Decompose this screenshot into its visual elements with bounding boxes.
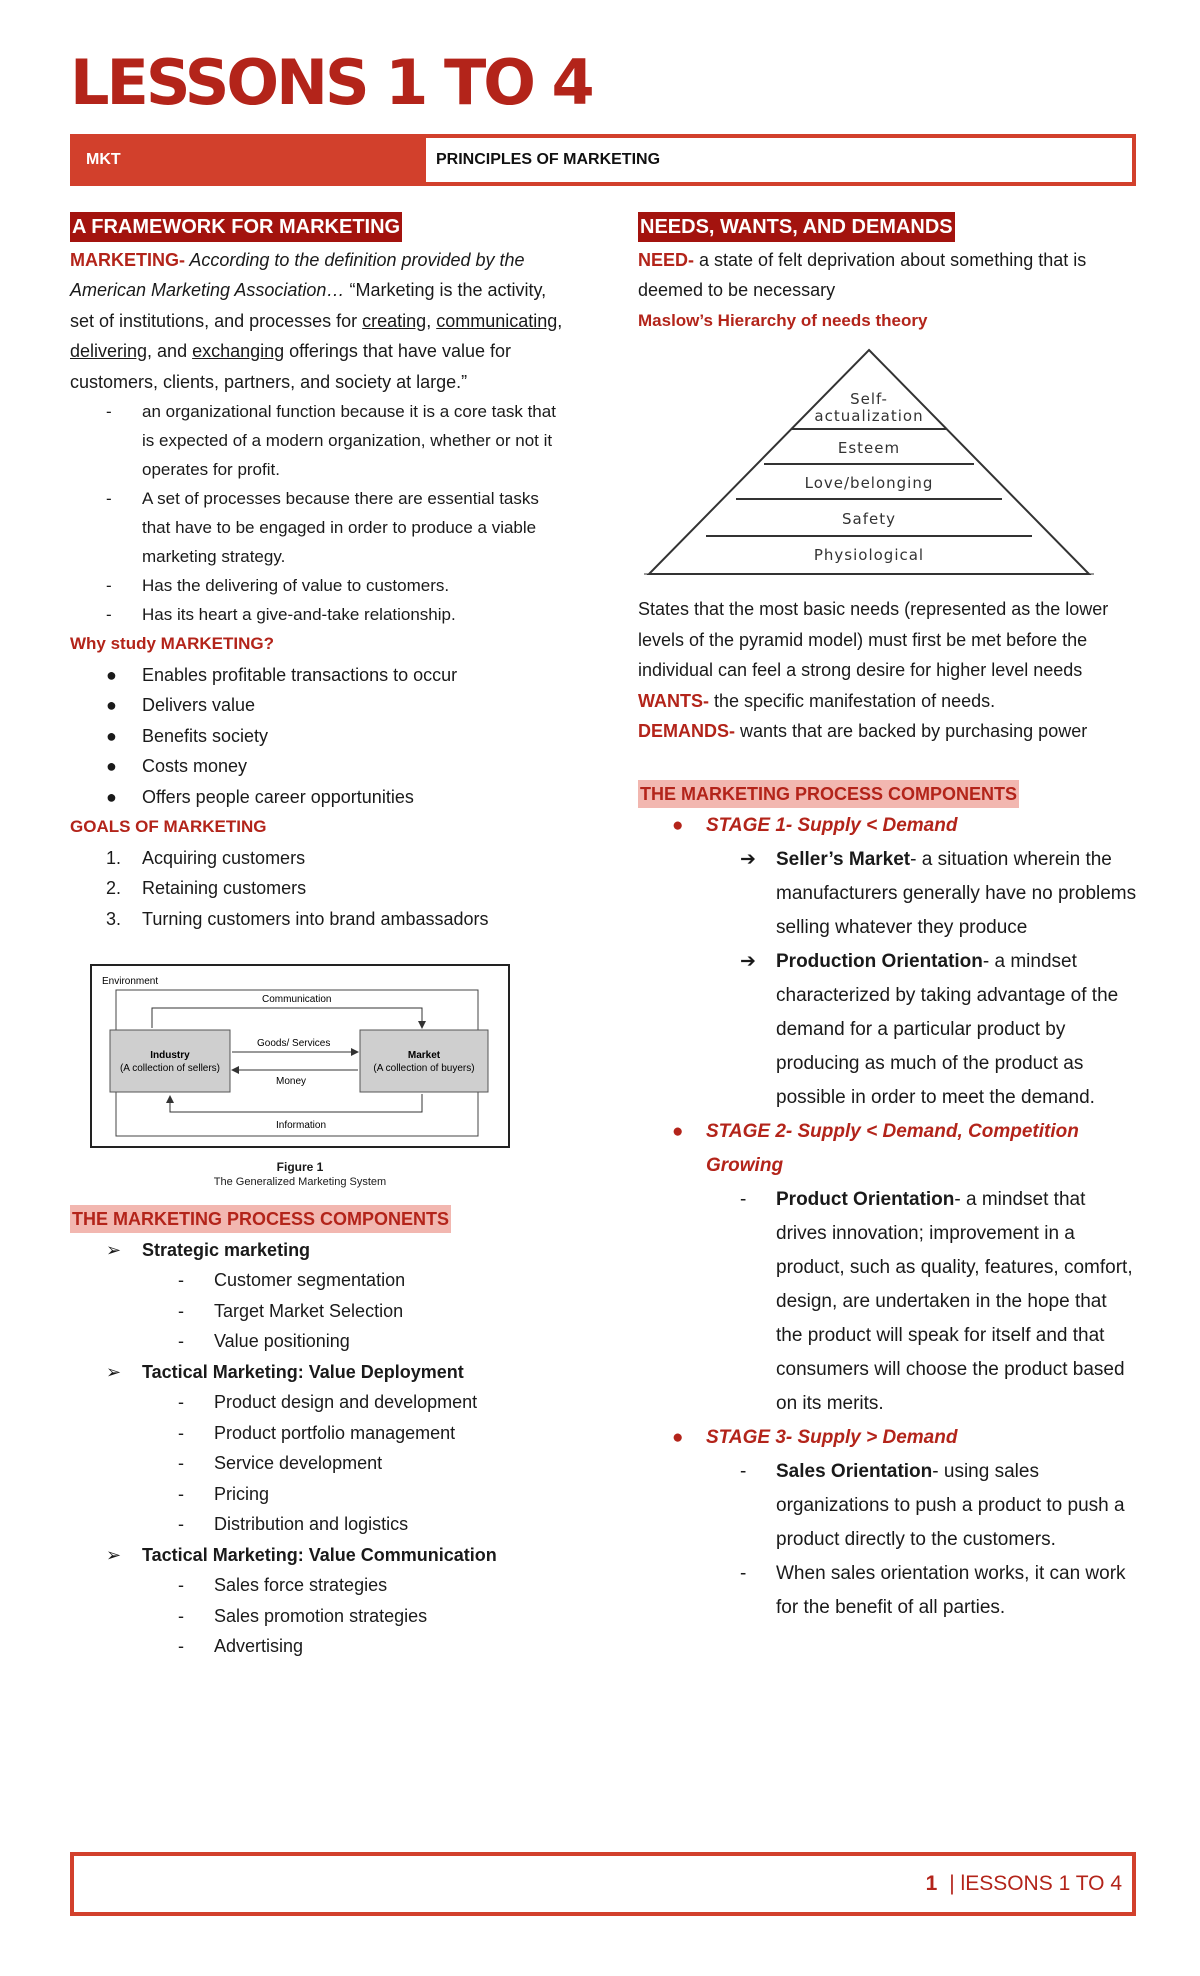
why-study-list (70, 660, 570, 813)
list-item: - Product portfolio management (178, 1422, 456, 1443)
demands-definition: DEMANDS- wants that are backed by purchasing power (638, 721, 1088, 741)
framework-heading: A FRAMEWORK FOR MARKETING (70, 212, 402, 242)
list-item: - Sales Orientation- using sales organizations to push a product to push a product directly to the customers. (740, 1461, 1125, 1550)
stage-1: ● STAGE 1- Supply < Demand ➔ Seller’s Market- a situation wherein the manufacturers generally have no problems selling whatever they produce ➔ Production Orientation- a mindset characterized by taking advantage of the demand for a particular product by producing as much of the product as possible in order to meet the demand. (638, 809, 1138, 1115)
industry-sublabel: (A collection of sellers) (119, 1063, 221, 1074)
needs-heading: NEEDS, WANTS, AND DEMANDS (638, 212, 955, 242)
page-number: 1 (925, 1872, 938, 1895)
environment-label: Environment (102, 976, 159, 987)
list-item: - Service development (178, 1453, 383, 1473)
market-label: Market (407, 1050, 441, 1061)
list-item: 3. Turning customers into brand ambassadors (106, 908, 489, 929)
list-item: 1. Acquiring customers (106, 847, 306, 868)
process-groups (70, 1235, 570, 1662)
list-item: - Customer segmentation (178, 1270, 406, 1290)
list-item: ➢ Strategic marketing - Customer segmentation - Target Market Selection - Value positioning (70, 1235, 570, 1357)
industry-label: Industry (150, 1050, 190, 1061)
page-footer (70, 1852, 1136, 1916)
list-item: 2. Retaining customers (106, 878, 307, 898)
pyramid-level-love: Love/belonging (804, 474, 934, 492)
stage-2: ● STAGE 2- Supply < Demand, Competition Growing - Product Orientation- a mindset that drives innovation; improvement in a product, such as quality, features, comfort, design, are undertaken in the hope that the product will speak for itself and that consumers will choose the product based on its merits. (638, 1115, 1138, 1421)
process-heading-left: THE MARKETING PROCESS COMPONENTS (70, 1205, 451, 1233)
stage-list (638, 809, 1138, 1625)
list-item: - Advertising (178, 1636, 304, 1656)
list-item: ● Delivers value (106, 695, 256, 715)
list-item: - A set of processes because there are essential tasks that have to be engaged in order to produce a viable marketing strategy. (106, 489, 539, 566)
list-item: - Product Orientation- a mindset that drives innovation; improvement in a product, such as quality, features, comfort, design, are undertaken in the hope that the product will speak for itself and that consumers will choose the product based on its merits. (740, 1189, 1133, 1414)
pyramid-level-self: Self- (850, 390, 888, 408)
information-label: Information (276, 1120, 327, 1131)
list-item: - Has its heart a give-and-take relationship. (106, 605, 456, 624)
stage-3: ● STAGE 3- Supply > Demand - Sales Orientation- using sales organizations to push a product to push a product directly to the customers. - When sales orientation works, it can work for the benefit of all parties. (638, 1421, 1138, 1625)
wants-definition: WANTS- the specific manifestation of needs. (638, 690, 996, 711)
list-item: - When sales orientation works, it can work for the benefit of all parties. (740, 1563, 1126, 1618)
why-study-heading: Why study MARKETING? (70, 634, 274, 653)
list-item: ➢ Tactical Marketing: Value Deployment - Product design and development - Product portfolio management - Service development - Pricing - Distribution and logistics (70, 1357, 570, 1540)
document-title: LESSONS 1 TO 4 (70, 46, 592, 119)
course-header (70, 134, 1136, 186)
list-item: - Sales promotion strategies (178, 1605, 428, 1626)
course-code: MKT (74, 138, 426, 182)
goals-heading: GOALS OF MARKETING (70, 817, 267, 836)
pyramid-level-esteem: Esteem (837, 439, 901, 457)
marketing-system-diagram (92, 966, 508, 1146)
right-column (638, 212, 1138, 1625)
list-item: - Sales force strategies (178, 1575, 388, 1595)
footer-label: | lESSONS 1 TO 4 (949, 1872, 1122, 1895)
list-item: - Has the delivering of value to customers. (106, 576, 450, 595)
pyramid-level-actualization: actualization (814, 407, 924, 425)
goals-list (70, 843, 570, 935)
pyramid-level-physiological: Physiological (813, 546, 925, 564)
list-item: ➢ Tactical Marketing: Value Communication - Sales force strategies - Sales promotion strategies - Advertising (70, 1540, 570, 1662)
list-item: - Product design and development (178, 1392, 478, 1412)
maslow-description: States that the most basic needs (represented as the lower levels of the pyramid model) must first be met before the individual can feel a strong desire for higher level needs (638, 599, 1109, 680)
list-item: - Target Market Selection (178, 1300, 404, 1321)
left-column (70, 212, 570, 1662)
course-name: PRINCIPLES OF MARKETING (436, 151, 661, 168)
marketing-characteristics-list (106, 397, 570, 629)
list-item: ● Benefits society (106, 725, 269, 746)
figure-caption: Figure 1 The Generalized Marketing System (213, 1160, 387, 1188)
marketing-definition: MARKETING- According to the definition provided by the American Marketing Association… “Marketing is the activity, set of institutions, and processes for creating, communicating, delivering, and exchanging offerings that have value for customers, clients, partners, and society at large.” (70, 249, 563, 392)
list-item: ➔ Production Orientation- a mindset characterized by taking advantage of the demand for a particular product by producing as much of the product as possible in order to meet the demand. (740, 951, 1119, 1108)
pyramid-level-safety: Safety (842, 510, 896, 528)
maslow-pyramid (644, 344, 1094, 584)
market-sublabel: (A collection of buyers) (373, 1063, 475, 1074)
list-item: - Distribution and logistics (178, 1514, 409, 1534)
money-label: Money (276, 1076, 307, 1087)
marketing-system-figure (90, 964, 510, 1148)
list-item: - Pricing (178, 1483, 270, 1504)
need-definition: NEED- a state of felt deprivation about something that is deemed to be necessary (638, 249, 1087, 300)
list-item: - an organizational function because it is a core task that is expected of a modern organization, whether or not it operates for profit. (106, 402, 556, 479)
list-item: ● Costs money (106, 756, 248, 776)
list-item: ● Enables profitable transactions to occur (106, 664, 458, 685)
maslow-heading: Maslow’s Hierarchy of needs theory (638, 310, 928, 330)
process-heading-right: THE MARKETING PROCESS COMPONENTS (638, 780, 1019, 808)
list-item: ➔ Seller’s Market- a situation wherein the manufacturers generally have no problems selling whatever they produce (740, 849, 1137, 938)
list-item: ● Offers people career opportunities (106, 786, 414, 807)
list-item: - Value positioning (178, 1331, 350, 1351)
communication-label: Communication (262, 994, 332, 1005)
goods-label: Goods/ Services (257, 1038, 331, 1049)
